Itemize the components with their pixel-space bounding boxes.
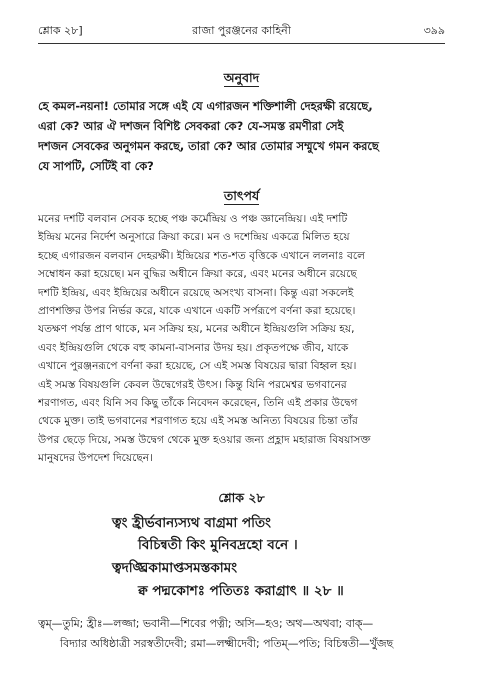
verse-line: বিচিন্বতী কিং মুনিবদ্রহো বনে । (138, 537, 298, 553)
running-header (38, 22, 445, 40)
purport-line: হচ্ছে এগারজন বলবান দেহরক্ষী। ইন্দ্রিয়ের শত-শত বৃত্তিকে এখানে ললনাঃ বলে (38, 249, 366, 262)
header-chapter-title: রাজা পুরঞ্জনের কাহিনী (192, 24, 291, 37)
verse-line: ত্বদঙ্ঘ্রিকামাপ্তসমস্তকামং (112, 560, 238, 576)
header-verse-ref: শ্লোক ২৮] (38, 24, 83, 37)
purport-line: এবং ইন্দ্রিয়গুলি থেকে বহু কামনা-বাসনার উদয় হয়। প্রকৃতপক্ষে জীব, যাকে (38, 341, 349, 354)
purport-line: মনের দশটি বলবান সেবক হচ্ছে পঞ্চ কর্মেন্দ্রিয় ও পঞ্চ জ্ঞানেন্দ্রিয়। এই দশটি (38, 213, 348, 225)
verse-line: ত্বং হ্রীর্ভবান্যস্যথ বাগ্রমা পতিং (112, 515, 271, 531)
synonyms-line: বিদ্যার অধিষ্ঠাত্রী সরস্বতীদেবী; রমা—লক্ষ্মীদেবী; পতিম্—পতি; বিচিন্বতী—খুঁজছ (60, 637, 393, 650)
verse-line: ক্ব পদ্মকোশঃ পতিতঃ করাগ্রাৎ ॥ ২৮ ॥ (138, 583, 344, 599)
purport-heading: তাৎপর্য (223, 188, 260, 203)
purport-line: প্রাণশক্তির উপর নির্ভর করে, যাকে এখানে একটি সর্পরূপে বর্ণনা করা হয়েছে। (38, 305, 356, 318)
page-number: ৩৯৯ (423, 24, 445, 37)
synonyms-text (38, 614, 445, 654)
purport-line: সম্বোধন করা হয়েছে। মন বুদ্ধির অধীনে ক্রিয়া করে, এবং মনের অধীনে রয়েছে (38, 268, 357, 281)
purport-line: যতক্ষণ পর্যন্ত প্রাণ থাকে, মন সক্রিয় হয়, মনের অধীনে ইন্দ্রিয়গুলি সক্রিয় হয়, (38, 323, 355, 336)
purport-line: ইন্দ্রিয় মনের নির্দেশ অনুসারে ক্রিয়া করে। মন ও দশেন্দ্রিয় একত্রে মিলিত হয়ে (38, 231, 350, 244)
synonyms-line: ত্বম্—তুমি; হ্রীঃ—লজ্জা; ভবানী—শিবের পত্নী; অসি—হও; অথ—অথবা; বাক্— (38, 617, 374, 630)
purport-line: শরণাগত, এবং যিনি সব কিছু তাঁকে নিবেদন করেছেন, তিনি এই প্রকার উদ্বেগ (38, 397, 358, 410)
translation-heading: অনুবাদ (223, 70, 260, 85)
translation-line: দশজন সেবকের অনুগমন করছে, তারা কে? আর তোমার সম্মুখে গমন করছে (38, 139, 379, 153)
translation-line: হে কমল-নয়না! তোমার সঙ্গে এই যে এগারজন শক্তিশালী দেহরক্ষী রয়েছে, (38, 99, 373, 113)
purport-line: এই সমস্ত বিষয়গুলি কেবল উদ্বেগেরই উৎস। কিন্তু যিনি পরমেশ্বর ভগবানের (38, 378, 347, 391)
purport-text (38, 210, 445, 468)
purport-line: এখানে পুরঞ্জনরূপে বর্ণনা করা হয়েছে, সে এই সমস্ত বিষয়ের দ্বারা বিহ্বল হয়। (38, 360, 357, 373)
purport-line: দশটি ইন্দ্রিয়, এবং ইন্দ্রিয়ের অধীনে রয়েছে অসংখ্য বাসনা। কিন্তু এরা সকলেই (38, 286, 354, 299)
translation-line: যে সাপটি, সেটিই বা কে? (38, 159, 154, 173)
purport-line: উপর ছেড়ে দিয়ে, সমস্ত উদ্বেগ থেকে মুক্ত হওয়ার জন্য প্রহ্লাদ মহারাজ বিষয়াসক্ত (38, 433, 371, 446)
sloka-title: শ্লোক ২৮ (218, 490, 265, 505)
translation-text (38, 96, 445, 176)
purport-line: মানুষদের উপদেশ দিয়েছেন। (38, 452, 153, 465)
purport-line: থেকে মুক্ত। তাই ভগবানের শরণাগত হয়ে এই সমস্ত অনিত্য বিষয়ের চিন্তা তাঁর (38, 415, 358, 428)
header-rule (38, 43, 445, 44)
translation-line: এরা কে? আর ঐ দশজন বিশিষ্ট সেবকরা কে? যে-সমস্ত রমণীরা সেই (38, 119, 344, 133)
